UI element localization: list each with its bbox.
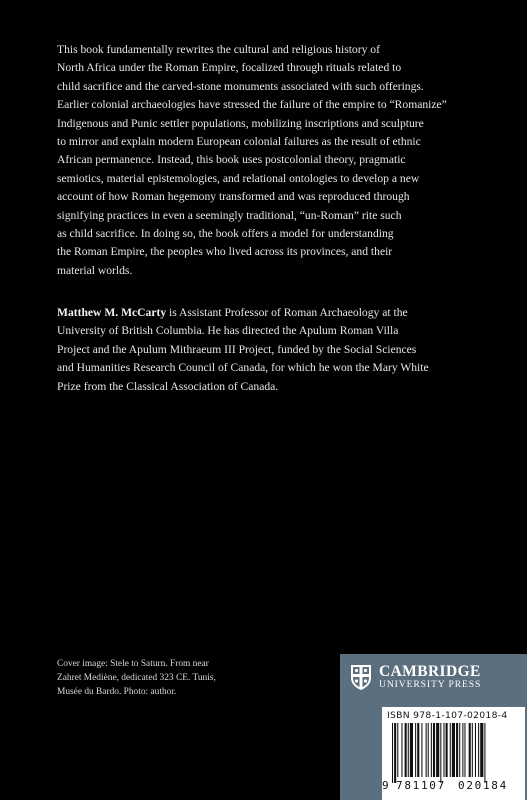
blurb-line: account of how Roman hegemony transformed and was reproduced through (57, 190, 410, 204)
cover-image-credit (57, 657, 247, 700)
bio-line: Prize from the Classical Association of Canada. (57, 379, 279, 393)
publisher-wordmark (379, 664, 481, 691)
publisher-panel (340, 654, 527, 800)
barcode-digit-first: 9 (382, 779, 389, 792)
blurb-line: signifying practices in even a seemingly traditional, “un-Roman” rite such (57, 208, 402, 222)
blurb-line: Earlier colonial archaeologies have stressed the failure of the empire to “Romanize” (57, 98, 447, 112)
credit-line: Zahret Mediène, dedicated 323 CE. Tunis, (57, 673, 216, 684)
publisher-name: CAMBRIDGE (379, 662, 481, 680)
blurb-line: semiotics, material epistemologies, and relational ontologies to develop a new (57, 171, 420, 185)
blurb-line: This book fundamentally rewrites the cultural and religious history of (57, 43, 380, 56)
credit-line: Cover image: Stele to Saturn. From near (57, 659, 209, 669)
book-description (57, 41, 487, 280)
bio-line-rest: is Assistant Professor of Roman Archaeology at the (166, 306, 408, 319)
blurb-line: as child sacrifice. In doing so, the book offers a model for understanding (57, 227, 394, 241)
author-name: Matthew M. McCarty (57, 306, 167, 319)
barcode-digits-right: 020184 (458, 779, 508, 792)
barcode-digits-left: 781107 (396, 779, 446, 792)
blurb-line: Indigenous and Punic settler populations, mobilizing inscriptions and sculpture (57, 116, 424, 130)
publisher-subtitle: UNIVERSITY PRESS (379, 678, 482, 690)
blurb-line: child sacrifice and the carved-stone monuments associated with such offerings. (57, 79, 424, 93)
bio-line: University of British Columbia. He has directed the Apulum Roman Villa (57, 324, 399, 338)
barcode-icon (388, 723, 519, 783)
bio-line: Project and the Apulum Mithraeum III Project, funded by the Social Sciences (57, 342, 417, 356)
bio-line (57, 304, 487, 322)
blurb-line: the Roman Empire, the peoples who lived across its provinces, and their (57, 245, 393, 259)
isbn-label: ISBN 978-1-107-02018-4 (387, 710, 508, 721)
author-bio (57, 304, 487, 396)
blurb-line: African permanence. Instead, this book uses postcolonial theory, pragmatic (57, 153, 406, 167)
publisher-logo (350, 662, 481, 692)
credit-line: Musée du Bardo. Photo: author. (57, 687, 177, 698)
blurb-line: material worlds. (57, 263, 133, 277)
bio-line: and Humanities Research Council of Canada, for which he won the Mary White (57, 361, 429, 375)
barcode-area (382, 707, 525, 800)
blurb-line: to mirror and explain modern European colonial failures as the result of ethnic (57, 135, 421, 149)
blurb-line: North Africa under the Roman Empire, focalized through rituals related to (57, 61, 402, 75)
cambridge-shield-icon (350, 664, 372, 691)
